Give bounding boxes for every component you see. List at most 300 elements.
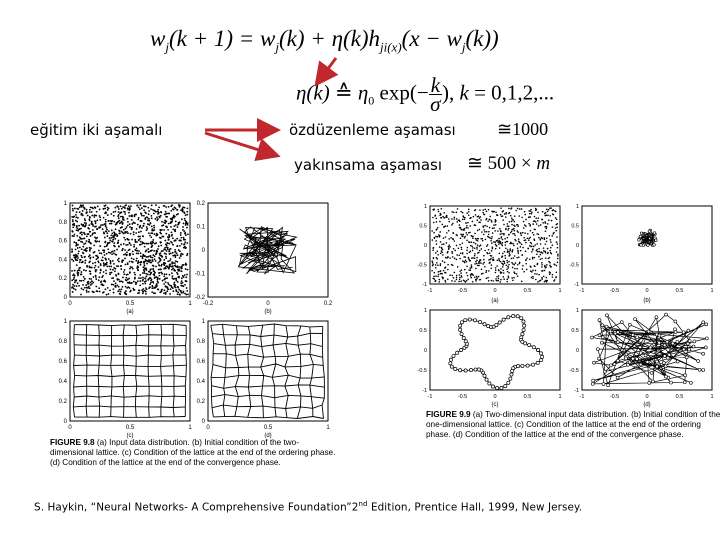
neuron <box>704 346 707 349</box>
neuron <box>478 320 481 323</box>
data-point <box>105 264 107 266</box>
data-point <box>92 225 94 227</box>
data-point <box>179 270 181 272</box>
data-point <box>482 240 484 242</box>
tick-label: 0.8 <box>58 219 67 226</box>
neuron <box>598 334 601 337</box>
neuron <box>464 369 467 372</box>
data-point <box>495 269 497 271</box>
data-point <box>537 281 539 283</box>
data-point <box>531 245 533 247</box>
data-point <box>105 221 107 223</box>
data-point <box>96 228 98 230</box>
data-point <box>91 283 93 285</box>
data-point <box>435 264 437 266</box>
data-point <box>142 243 144 245</box>
data-point <box>98 276 100 278</box>
data-point <box>534 273 536 275</box>
data-point <box>114 207 116 209</box>
data-point <box>499 252 501 254</box>
data-point <box>445 236 447 238</box>
data-point <box>151 279 153 281</box>
data-point <box>161 289 163 291</box>
data-point <box>103 249 105 251</box>
data-point <box>79 261 81 263</box>
data-point <box>451 264 453 266</box>
data-point <box>173 278 175 280</box>
data-point <box>167 288 169 290</box>
data-point <box>113 288 115 290</box>
data-point <box>165 216 167 218</box>
panel-label: (d) <box>264 433 272 439</box>
tick-label: 1 <box>558 288 562 294</box>
data-point <box>483 229 485 231</box>
data-point <box>141 227 143 229</box>
data-point <box>75 214 77 216</box>
data-point <box>540 243 542 245</box>
data-point <box>160 241 162 243</box>
data-point <box>491 211 493 213</box>
data-point <box>482 263 484 265</box>
data-point <box>88 291 90 293</box>
data-point <box>440 241 442 243</box>
data-point <box>181 270 183 272</box>
data-point <box>478 276 480 278</box>
data-point <box>81 223 83 225</box>
data-point <box>144 243 146 245</box>
data-point <box>468 257 470 259</box>
neuron <box>477 368 480 371</box>
neuron <box>460 321 463 324</box>
data-point <box>557 243 559 245</box>
data-point <box>174 265 176 267</box>
data-point <box>432 247 434 249</box>
data-point <box>136 252 138 254</box>
data-point <box>534 228 536 230</box>
data-point <box>109 241 111 243</box>
data-point <box>79 247 81 249</box>
tick-label: -0.5 <box>609 394 620 400</box>
data-point <box>534 216 536 218</box>
data-point <box>136 250 138 252</box>
data-point <box>82 289 84 291</box>
data-point <box>544 215 546 217</box>
data-point <box>449 246 451 248</box>
data-point <box>529 224 531 226</box>
data-point <box>544 237 546 239</box>
data-point <box>435 252 437 254</box>
panel-label: (a) <box>491 298 499 304</box>
data-point <box>472 247 474 249</box>
data-point <box>164 267 166 269</box>
figure-9-8-title: FIGURE 9.8 <box>50 438 95 447</box>
data-point <box>82 284 84 286</box>
neuron <box>452 354 455 357</box>
data-point <box>124 292 126 294</box>
data-point <box>490 255 492 257</box>
data-point <box>541 258 543 260</box>
data-point <box>537 251 539 253</box>
neuron <box>698 368 701 371</box>
data-point <box>149 283 151 285</box>
data-point <box>143 223 145 225</box>
data-point <box>432 217 434 219</box>
neuron <box>509 377 512 380</box>
data-point <box>461 229 463 231</box>
data-point <box>509 254 511 256</box>
weight-update-equation: $w_j(k + 1) = w_j(k) + \eta(k)h_{ji(x)}(x - w_j(k))$ <box>150 26 499 55</box>
data-point <box>185 224 187 226</box>
tick-label: 0.5 <box>263 425 273 431</box>
data-point <box>94 240 96 242</box>
data-point <box>175 240 177 242</box>
data-point <box>461 275 463 277</box>
data-point <box>439 231 441 233</box>
tick-label: 0 <box>201 419 205 425</box>
data-point <box>540 239 542 241</box>
data-point <box>113 267 115 269</box>
panel-c-ordering-lattice <box>430 310 560 390</box>
data-point <box>108 293 110 295</box>
data-point <box>86 247 88 249</box>
data-point <box>491 220 493 222</box>
data-point <box>433 276 435 278</box>
neuron <box>531 363 534 366</box>
data-point <box>143 262 145 264</box>
data-point <box>462 253 464 255</box>
data-point <box>180 253 182 255</box>
data-point <box>123 237 125 239</box>
data-point <box>86 289 88 291</box>
data-point <box>90 235 92 237</box>
data-point <box>89 211 91 213</box>
data-point <box>444 267 446 269</box>
data-point <box>109 239 111 241</box>
data-point <box>107 220 109 222</box>
data-point <box>527 237 529 239</box>
data-point <box>145 293 147 295</box>
data-point <box>81 288 83 290</box>
neuron <box>460 332 463 335</box>
data-point <box>141 261 143 263</box>
data-point <box>544 226 546 228</box>
data-point <box>174 282 176 284</box>
data-point <box>77 230 79 232</box>
data-point <box>150 262 152 264</box>
neuron <box>449 362 452 365</box>
data-point <box>168 251 170 253</box>
tick-label: 1 <box>188 425 192 431</box>
data-point <box>137 253 139 255</box>
data-point <box>71 251 73 253</box>
data-point <box>94 236 96 238</box>
data-point <box>79 280 81 282</box>
data-point <box>123 254 125 256</box>
data-point <box>549 257 551 259</box>
data-point <box>185 264 187 266</box>
data-point <box>92 256 94 258</box>
data-point <box>496 280 498 282</box>
data-point <box>474 233 476 235</box>
data-point <box>549 215 551 217</box>
data-point <box>133 246 135 248</box>
data-point <box>84 225 86 227</box>
data-point <box>106 245 108 247</box>
tick-label: 1 <box>710 394 714 400</box>
data-point <box>138 289 140 291</box>
tick-label: -0.5 <box>457 394 468 400</box>
data-point <box>507 267 509 269</box>
data-point <box>549 265 551 267</box>
data-point <box>528 248 530 250</box>
data-point <box>73 256 75 258</box>
data-point <box>176 261 178 263</box>
data-point <box>162 280 164 282</box>
data-point <box>146 229 148 231</box>
data-point <box>89 270 91 272</box>
data-point <box>144 218 146 220</box>
data-point <box>104 288 106 290</box>
data-point <box>117 290 119 292</box>
data-point <box>474 247 476 249</box>
data-point <box>76 255 78 257</box>
data-point <box>184 241 186 243</box>
tick-label: -0.5 <box>569 262 579 269</box>
data-point <box>144 267 146 269</box>
data-point <box>544 221 546 223</box>
data-point <box>488 231 490 233</box>
data-point <box>151 226 153 228</box>
tick-label: 0.4 <box>58 379 67 385</box>
data-point <box>442 254 444 256</box>
data-point <box>89 209 91 211</box>
data-point <box>122 286 124 288</box>
data-point <box>186 227 188 229</box>
data-point <box>129 243 131 245</box>
data-point <box>169 274 171 276</box>
data-point <box>85 242 87 244</box>
data-point <box>187 294 189 296</box>
data-point <box>522 265 524 267</box>
data-point <box>478 265 480 267</box>
data-point <box>99 291 101 293</box>
data-point <box>157 213 159 215</box>
data-point <box>487 220 489 222</box>
data-point <box>523 227 525 229</box>
data-point <box>113 242 115 244</box>
data-point <box>482 225 484 227</box>
neuron <box>674 320 677 323</box>
data-point <box>509 221 511 223</box>
data-point <box>507 249 509 251</box>
data-point <box>107 214 109 216</box>
tick-label: 0.4 <box>196 379 205 385</box>
data-point <box>121 226 123 228</box>
data-point <box>73 241 75 243</box>
data-point <box>153 229 155 231</box>
data-point <box>483 259 485 261</box>
data-point <box>113 263 115 265</box>
data-point <box>557 258 559 260</box>
data-point <box>454 280 456 282</box>
data-point <box>448 247 450 249</box>
data-point <box>515 262 517 264</box>
data-point <box>493 227 495 229</box>
neuron <box>656 365 659 368</box>
data-point <box>127 221 129 223</box>
data-point <box>547 248 549 250</box>
data-point <box>124 213 126 215</box>
data-point <box>156 285 158 287</box>
data-point <box>169 285 171 287</box>
data-point <box>509 212 511 214</box>
data-point <box>460 227 462 229</box>
data-point <box>88 239 90 241</box>
data-point <box>150 282 152 284</box>
data-point <box>434 272 436 274</box>
data-point <box>180 268 182 270</box>
data-point <box>114 211 116 213</box>
data-point <box>552 276 554 278</box>
data-point <box>135 241 137 243</box>
data-point <box>104 257 106 259</box>
data-point <box>81 206 83 208</box>
data-point <box>555 276 557 278</box>
tick-label: 0.5 <box>125 301 135 307</box>
data-point <box>437 276 439 278</box>
data-point <box>431 260 433 262</box>
data-point <box>492 232 494 234</box>
data-point <box>471 245 473 247</box>
data-point <box>145 206 147 208</box>
data-point <box>119 293 121 295</box>
data-point <box>84 262 86 264</box>
data-point <box>459 270 461 272</box>
data-point <box>179 250 181 252</box>
data-point <box>495 211 497 213</box>
data-point <box>517 251 519 253</box>
data-point <box>158 265 160 267</box>
data-point <box>511 258 513 260</box>
data-point <box>183 290 185 292</box>
ordering-iterations: ≅1000 <box>497 119 549 139</box>
data-point <box>178 268 180 270</box>
data-point <box>459 274 461 276</box>
data-point <box>154 292 156 294</box>
data-point <box>129 226 131 228</box>
data-point <box>538 225 540 227</box>
data-point <box>541 270 543 272</box>
data-point <box>131 223 133 225</box>
data-point <box>83 280 85 282</box>
data-point <box>104 223 106 225</box>
data-point <box>149 286 151 288</box>
data-point <box>127 263 129 265</box>
data-point <box>183 223 185 225</box>
data-point <box>174 249 176 251</box>
data-point <box>431 230 433 232</box>
data-point <box>438 211 440 213</box>
data-point <box>138 231 140 233</box>
data-point <box>155 266 157 268</box>
data-point <box>114 238 116 240</box>
data-point <box>459 258 461 260</box>
data-point <box>88 228 90 230</box>
neuron <box>687 329 690 332</box>
data-point <box>73 277 75 279</box>
data-point <box>116 284 118 286</box>
data-point <box>550 266 552 268</box>
data-point <box>186 290 188 292</box>
tick-label: 0.2 <box>58 399 67 405</box>
data-point <box>130 282 132 284</box>
tick-label: 0 <box>206 425 210 431</box>
data-point <box>104 242 106 244</box>
data-point <box>118 279 120 281</box>
data-point <box>138 277 140 279</box>
data-point <box>161 221 163 223</box>
data-point <box>143 263 145 265</box>
data-point <box>104 237 106 239</box>
data-point <box>170 288 172 290</box>
data-point <box>477 230 479 232</box>
data-point <box>475 243 477 245</box>
data-point <box>86 240 88 242</box>
data-point <box>541 219 543 221</box>
data-point <box>462 212 464 214</box>
data-point <box>98 241 100 243</box>
learning-rate-equation: η(k) ≙ $\eta_0$ exp(− $\frac{k}{\sigma}$ ), k = 0,1,2,... <box>296 73 555 116</box>
data-point <box>157 281 159 283</box>
data-point <box>147 223 149 225</box>
data-point <box>130 244 132 246</box>
neuron <box>523 324 526 327</box>
data-point <box>524 224 526 226</box>
citation-text: S. Haykin, “Neural Networks- A Comprehensive Foundation”2 <box>34 501 359 514</box>
data-point <box>507 262 509 264</box>
data-point <box>138 217 140 219</box>
data-point <box>463 216 465 218</box>
data-point <box>152 241 154 243</box>
data-point <box>466 225 468 227</box>
data-point <box>108 258 110 260</box>
data-point <box>502 276 504 278</box>
data-point <box>129 254 131 256</box>
data-point <box>125 228 127 230</box>
data-point <box>86 291 88 293</box>
data-point <box>466 234 468 236</box>
data-point <box>136 228 138 230</box>
neuron <box>526 364 529 367</box>
data-point <box>166 213 168 215</box>
neuron <box>500 386 503 389</box>
data-point <box>552 233 554 235</box>
data-point <box>158 269 160 271</box>
data-point <box>126 251 128 253</box>
data-point <box>146 288 148 290</box>
data-point <box>138 236 140 238</box>
data-point <box>551 220 553 222</box>
data-point <box>84 287 86 289</box>
data-point <box>95 265 97 267</box>
data-point <box>184 274 186 276</box>
data-point <box>483 262 485 264</box>
neuron <box>522 320 525 323</box>
data-point <box>514 230 516 232</box>
tick-label: -1 <box>427 288 433 294</box>
data-point <box>497 260 499 262</box>
data-point <box>127 239 129 241</box>
